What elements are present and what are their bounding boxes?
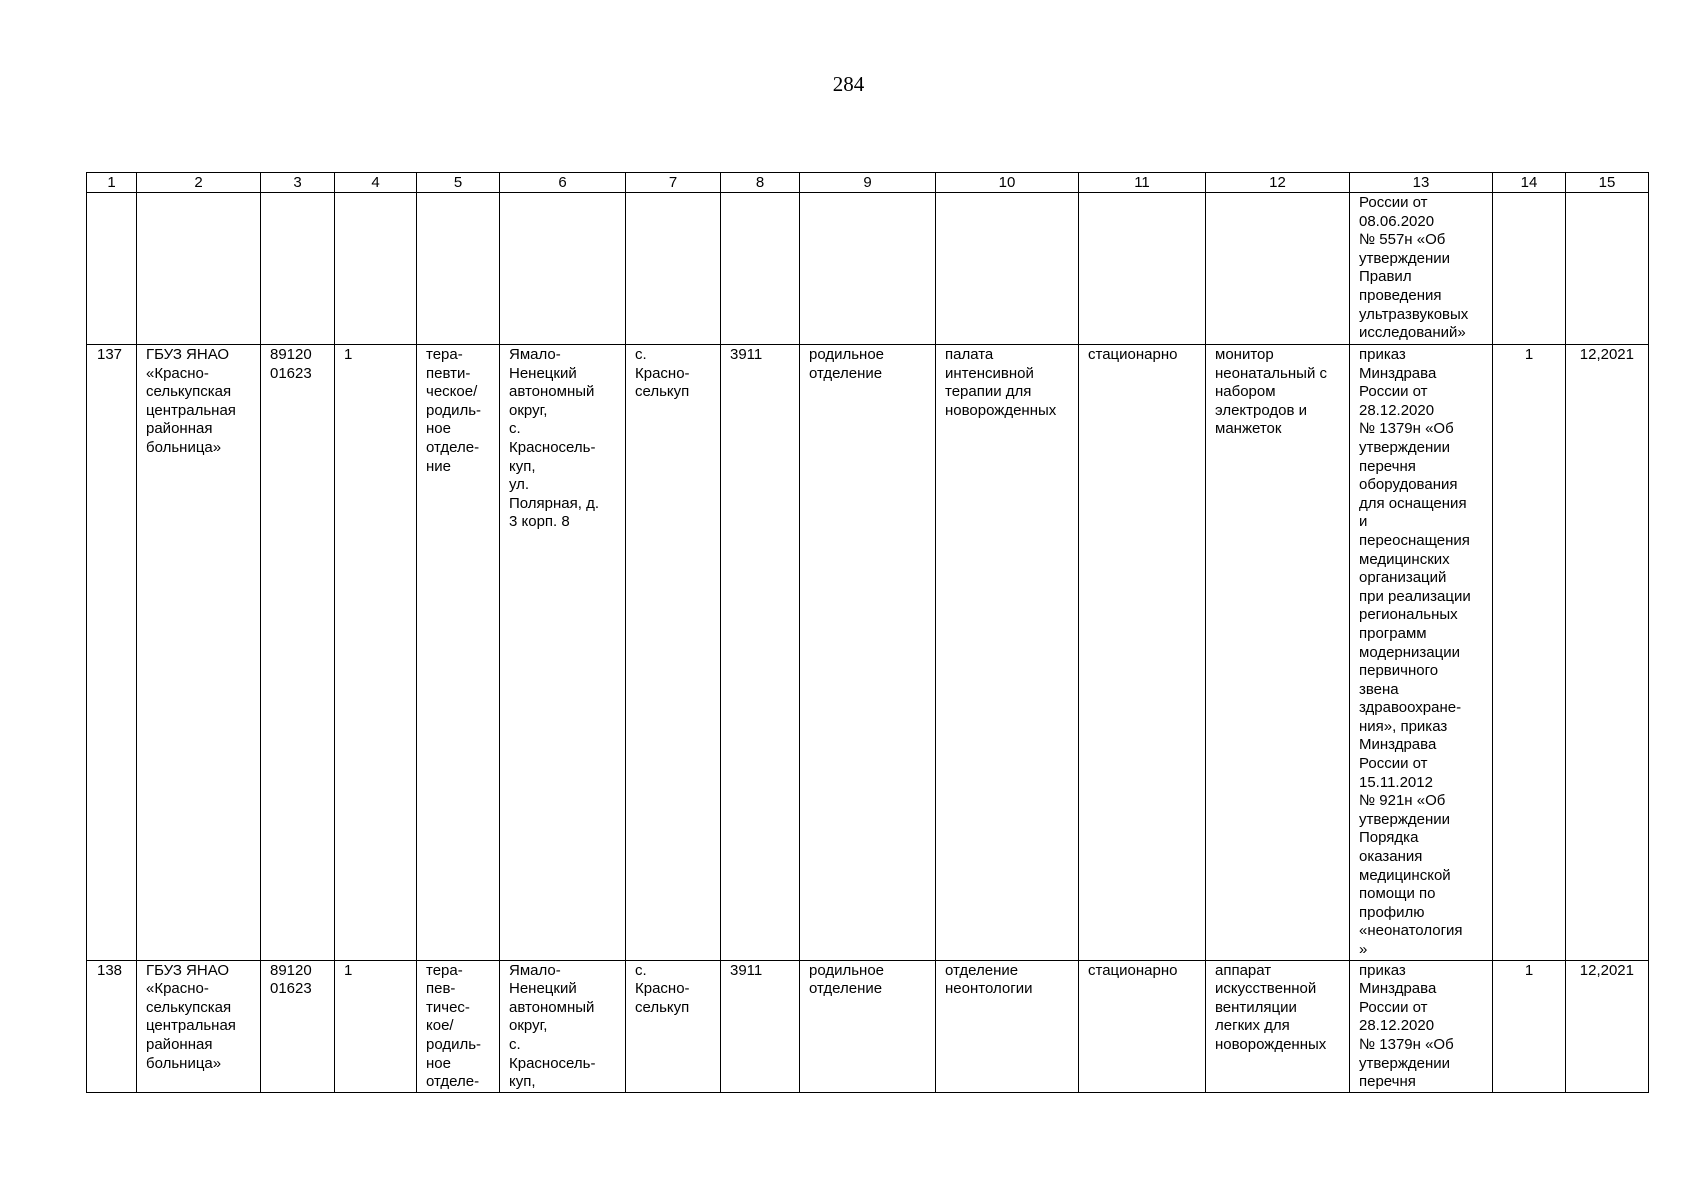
row-number-cell: 137: [87, 345, 137, 961]
code-cell: [261, 193, 335, 345]
row-number-cell: [87, 193, 137, 345]
equipment-cell: [1206, 193, 1350, 345]
date-cell: [1566, 193, 1649, 345]
equipment-cell: аппарат искусственной вентиляции легких для новорожденных: [1206, 960, 1350, 1092]
care-type-cell: стационарно: [1079, 960, 1206, 1092]
column-header: 9: [800, 173, 936, 193]
department-cell: тера- пев- тичес- кое/ родиль- ное отделе-: [417, 960, 500, 1092]
quantity-cell: 1: [1493, 960, 1566, 1092]
column-header: 4: [335, 173, 417, 193]
unit-cell: родильное отделение: [800, 960, 936, 1092]
table-row: [87, 193, 1649, 345]
column-header: 6: [500, 173, 626, 193]
column-header: 1: [87, 173, 137, 193]
column-header: 5: [417, 173, 500, 193]
room-cell: палата интенсивной терапии для новорожденных: [936, 345, 1079, 961]
care-type-cell: [1079, 193, 1206, 345]
settlement-cell: с. Красно- селькуп: [626, 345, 721, 961]
organization-cell: ГБУЗ ЯНАО «Красно- селькупская центральная районная больница»: [137, 345, 261, 961]
room-cell: [936, 193, 1079, 345]
organization-cell: ГБУЗ ЯНАО «Красно- селькупская центральная районная больница»: [137, 960, 261, 1092]
col8-cell: 3911: [721, 960, 800, 1092]
regulation-cell: приказ Минздрава России от 28.12.2020 № 1379н «Об утверждении перечня оборудования для оснащения и переоснащения медицинских организаций при реализации региональных программ модернизации первичного звена здравоохране- ния», приказ Минздрава России от 15.11.2012 № 921н «Об утверждении Порядка оказания медицинской помощи по профилю «неонатология »: [1350, 345, 1493, 961]
column-header: 10: [936, 173, 1079, 193]
address-cell: Ямало- Ненецкий автономный округ, с. Красносель- куп, ул. Полярная, д. 3 корп. 8: [500, 345, 626, 961]
column-header: 3: [261, 173, 335, 193]
column-header: 14: [1493, 173, 1566, 193]
department-cell: тера- певти- ческое/ родиль- ное отделе- ние: [417, 345, 500, 961]
col4-cell: [335, 193, 417, 345]
quantity-cell: 1: [1493, 345, 1566, 961]
room-cell: отделение неонтологии: [936, 960, 1079, 1092]
code-cell: 89120 01623: [261, 960, 335, 1092]
settlement-cell: с. Красно- селькуп: [626, 960, 721, 1092]
column-header: 15: [1566, 173, 1649, 193]
table-row: [87, 960, 1649, 1092]
table-row: [87, 345, 1649, 961]
equipment-cell: монитор неонатальный с набором электродов и манжеток: [1206, 345, 1350, 961]
column-header: 13: [1350, 173, 1493, 193]
row-number-cell: 138: [87, 960, 137, 1092]
date-cell: 12,2021: [1566, 345, 1649, 961]
regulation-cell: приказ Минздрава России от 28.12.2020 № 1379н «Об утверждении перечня: [1350, 960, 1493, 1092]
care-type-cell: стационарно: [1079, 345, 1206, 961]
equipment-table: [86, 172, 1649, 1093]
address-cell: [500, 193, 626, 345]
address-cell: Ямало- Ненецкий автономный округ, с. Красносель- куп,: [500, 960, 626, 1092]
date-cell: 12,2021: [1566, 960, 1649, 1092]
unit-cell: [800, 193, 936, 345]
unit-cell: родильное отделение: [800, 345, 936, 961]
column-header: 11: [1079, 173, 1206, 193]
column-header: 7: [626, 173, 721, 193]
settlement-cell: [626, 193, 721, 345]
col4-cell: 1: [335, 960, 417, 1092]
page-number: 284: [832, 72, 865, 96]
organization-cell: [137, 193, 261, 345]
regulation-cell: России от 08.06.2020 № 557н «Об утверждении Правил проведения ультразвуковых исследований»: [1350, 193, 1493, 345]
col4-cell: 1: [335, 345, 417, 961]
col8-cell: [721, 193, 800, 345]
department-cell: [417, 193, 500, 345]
quantity-cell: [1493, 193, 1566, 345]
header-row: [87, 173, 1649, 193]
column-header: 2: [137, 173, 261, 193]
col8-cell: 3911: [721, 345, 800, 961]
column-header: 8: [721, 173, 800, 193]
code-cell: 89120 01623: [261, 345, 335, 961]
column-header: 12: [1206, 173, 1350, 193]
